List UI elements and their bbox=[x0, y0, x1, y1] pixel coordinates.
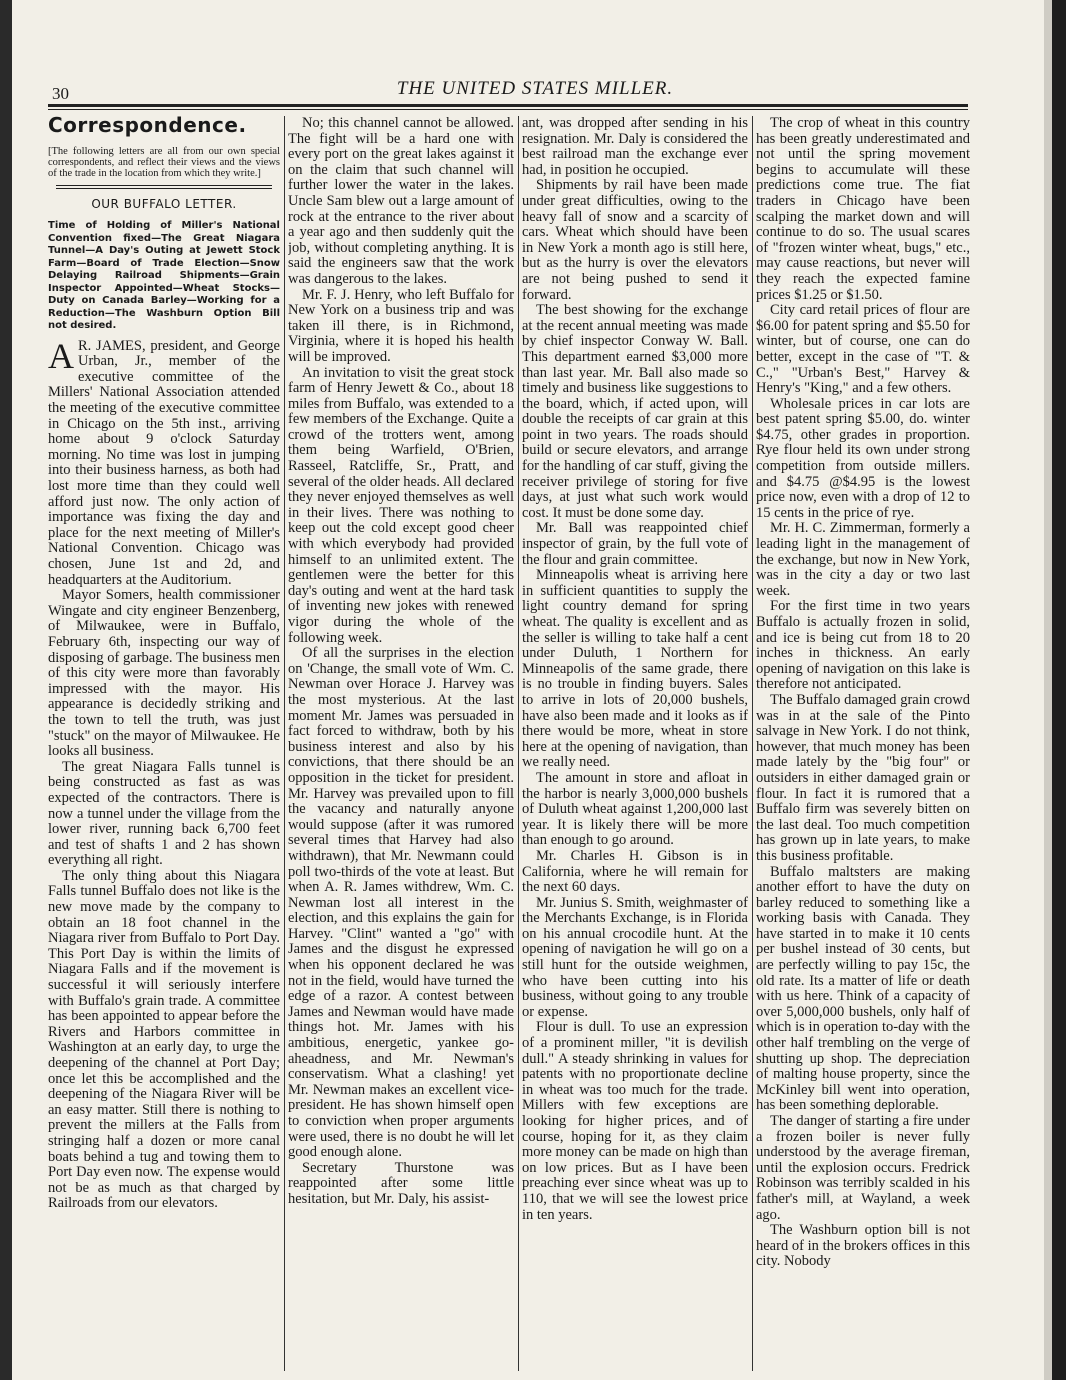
paragraph: An invitation to visit the great stock farm of Henry Jewett & Co., about 18 miles from Buffalo, was extended to a few members of the Exchange. Quite a crowd of the trotters went, among them being Warfield, O'Brien, Rasseel, Ratcliffe, Sr., Pratt, and several of the older heads. All declared they never enjoyed themselves as well in their lives. There was nothing to keep out the cold except good cheer with which everybody had provided himself to an unlimited extent. The gentlemen were the better for this day's outing and went at the hard task of inventing new jokes with renewed vigor during the whole of the following week. bbox=[288, 364, 514, 646]
paragraph: Buffalo maltsters are making another effort to have the duty on barley reduced to something like a working basis with Canada. They have started in to make it 10 cents per bushel instead of 30 cents, but are perfectly willing to pay 15c, the old rate. Its a matter of life or death with us here. Think of a capacity of over 5,000,000 bushels, only half of which is in operation to-day with the other half trembling on the verge of shutting up shop. The depreciation of malting house property, since the McKinley bill went into operation, has been something deplorable. bbox=[756, 863, 970, 1114]
paragraph: Secretary Thurstone was reappointed after some little hesitation, but Mr. Daly, his assist- bbox=[288, 1159, 514, 1207]
paragraph: Mayor Somers, health commissioner Wingate and city engineer Benzenberg, of Milwaukee, were in Buffalo, February 6th, inspecting our way of disposing of garbage. The business men of this city were more than favorably impressed with the mayor. His appearance is decidedly striking and the town to tell the truth, was just "stuck" on the mayor of Milwaukee. He looks all business. bbox=[48, 587, 280, 760]
paragraph: The Buffalo damaged grain crowd was in at the sale of the Pinto salvage in New York. I do not think, however, that much money has been made lately by the "big four" or outsiders in either damaged grain or flour. In fact it is rumored that a Buffalo firm was severely bitten on the last deal. Too much competition has grown up in late years, to make this business profitable. bbox=[756, 691, 970, 864]
scan-page-edge-right bbox=[1044, 0, 1052, 1380]
letter-heading: OUR BUFFALO LETTER. bbox=[91, 196, 237, 211]
column-rule bbox=[518, 116, 519, 1371]
section-divider bbox=[56, 185, 272, 189]
column-1 bbox=[48, 116, 280, 1371]
paragraph: Mr. Junius S. Smith, weighmaster of the Merchants Exchange, is in Florida on his annual crocodile hunt. At the opening of navigation he will go on a still hunt for the outside weighmen, who have been cutting into his business, without going to any trouble or expense. bbox=[522, 894, 748, 1020]
letter-summary: Time of Holding of Miller's National Convention fixed—The Great Niagara Tunnel—A Day's Outing at Jewett Stock Farm—Board of Trade Election—Snow Delaying Railroad Shipments—Grain Inspector Appointed—Wheat Stocks—Duty on Canada Barley—Working for a Reduction—The Washburn Option Bill not desired. bbox=[48, 220, 280, 332]
scan-border-left bbox=[0, 0, 12, 1380]
page-number: 30 bbox=[52, 84, 69, 103]
article-columns bbox=[48, 116, 970, 1371]
paragraph-text: R. JAMES, president, and George Urban, Jr., member of the executive committee of the Millers' National Association attended the meeting of the executive committee in Chicago on the 5th inst., arriving home about 9 o'clock Saturday morning. No time was lost in jumping into their business harness, as both had lost more time than they could well afford just now. The only action of importance was fixing the day and place for the next meeting of Miller's National Convention. Chicago was chosen, June 1st and 2d, and headquarters at the Auditorium. bbox=[48, 337, 280, 588]
paragraph: The only thing about this Niagara Falls tunnel Buffalo does not like is the new move made by the company to obtain an 18 foot channel in the Niagara river from Buffalo to Port Day. This Port Day is within the limits of Niagara Falls and if the movement is successful it will seriously interfere with Buffalo's grain trade. A committee has been appointed to appear before the Rivers and Harbors committee in Washington at an early day, to urge the deepening of the channel at Port Day; once let this be accomplished and the deepening of the Niagara River will be an easy matter. Still there is nothing to prevent the millers at the Falls from stringing half a dozen or more canal boats behind a tug and towing them to Port Day even now. The expense would not be as much as that charged by Railroads from our elevators. bbox=[48, 867, 280, 1212]
paragraph: Of all the surprises in the election on 'Change, the small vote of Wm. C. Newman over Horace J. Harvey was the most mysterious. At the last moment Mr. James was persuaded in fact forced to withdraw, both by his business interest and also by his convictions, that there should be an opposition in the ticket for president. Mr. Harvey was prevailed upon to fill the vacancy and naturally anyone would suppose (after it was rumored several times that Harvey had also withdrawn), that Mr. Newmann could poll two-thirds of the vote at least. But when A. R. James withdrew, Wm. C. Newman lost all interest in the election, and this explains the gain for Harvey. "Clint" wanted a "go" with James and the disgust he expressed when his opponent declared he was not in the field, would have turned the edge of a razor. A contest between James and Newman would have made things hot. Mr. James with his ambitious, energetic, yankee go-aheadness, and Mr. Newman's conservatism. What a clashing! yet Mr. Newman makes an excellent vice-president. He has shown himself open to conviction when proper arguments were used, there is no doubt he will let good enough alone. bbox=[288, 645, 514, 1161]
column-2 bbox=[288, 116, 514, 1371]
section-title: Correspondence. bbox=[48, 116, 247, 137]
column-4 bbox=[756, 116, 970, 1371]
header-rule-thin bbox=[48, 109, 968, 110]
paragraph bbox=[48, 335, 280, 589]
paragraph: No; this channel cannot be allowed. The fight will be a hard one with every port on the great lakes against it on the claim that such channel will further lower the water in the lakes. Uncle Sam blew out a large amount of rock at the entrance to the river about a year ago and then suddenly quit the job, without completing anything. It is said the engineers saw that the work was dangerous to the lakes. bbox=[288, 116, 514, 287]
paragraph: Wholesale prices in car lots are best patent spring $5.00, do. winter $4.75, other grades in proportion. Rye flour held its own under strong competition from outside millers. and $4.75 @$4.95 is the lowest price now, even with a drop of 12 to 15 cents in the price of rye. bbox=[756, 395, 970, 521]
column-3 bbox=[522, 116, 748, 1371]
paragraph: ant, was dropped after sending in his resignation. Mr. Daly is considered the best railroad man the exchange ever had, in position he occupied. bbox=[522, 116, 748, 178]
intro-note: [The following letters are all from our own special correspondents, and reflect their views and the views of the trade in the location from which they write.] bbox=[48, 145, 280, 179]
paragraph: Mr. Ball was reappointed chief inspector of grain, by the full vote of the flour and grain committee. bbox=[522, 520, 748, 568]
paragraph: For the first time in two years Buffalo is actually frozen in solid, and ice is being cut from 18 to 20 inches in thickness. An early opening of navigation on this lake is therefore not anticipated. bbox=[756, 598, 970, 693]
running-title: THE UNITED STATES MILLER. bbox=[396, 78, 674, 99]
paragraph: Shipments by rail have been made under great difficulties, owing to the heavy fall of snow and a scarcity of cars. Wheat which should have been in New York a month ago is still here, but as the hurry is over the elevators are not being pushed to send it forward. bbox=[522, 177, 748, 303]
paragraph: The Washburn option bill is not heard of in the brokers offices in this city. Nobody bbox=[756, 1222, 970, 1270]
paragraph: Mr. H. C. Zimmerman, formerly a leading light in the management of the exchange, but now in New York, was in the city a day or two last week. bbox=[756, 520, 970, 599]
paragraph: Mr. Charles H. Gibson is in California, where he will remain for the next 60 days. bbox=[522, 847, 748, 896]
paragraph: The great Niagara Falls tunnel is being constructed as fast as was expected of the contractors. There is now a tunnel under the village from the lower river, running back 6,700 feet and test of shafts 1 and 2 has shown everything all right. bbox=[48, 758, 280, 869]
paragraph: City card retail prices of flour are $6.00 for patent spring and $5.50 for winter, but of course, one can do better, except in the case of "T. & C.," "Urban's Best," Harvey & Henry's "King," and a few others. bbox=[756, 302, 970, 397]
paragraph: Flour is dull. To use an expression of a prominent miller, "it is devilish dull." A steady shrinking in values for patents with no proportionate decline in wheat was too much for the trade. Millers with few exceptions are looking for higher prices, and of course, hoping for it, as they claim more money can be made on high than on low prices. But as I have been preaching ever since wheat was up to 110, that we will see the lowest price in ten years. bbox=[522, 1019, 748, 1223]
scan-border-right bbox=[1052, 0, 1066, 1380]
drop-cap: A bbox=[48, 335, 74, 376]
column-rule bbox=[284, 116, 285, 1371]
paragraph: Mr. F. J. Henry, who left Buffalo for New York on a business trip and was taken ill there, is in Richmond, Virginia, where it is hoped his health will be improved. bbox=[288, 286, 514, 365]
paragraph: The best showing for the exchange at the recent annual meeting was made by chief inspector Conway W. Ball. This department earned $3,000 more than last year. Mr. Ball also made so timely and business like suggestions to the board, which, if acted upon, will double the receipts of car grain at this point in two years. The roads should build or secure elevators, and arrange for the handling of car stuff, giving the receiver privilege of storing for five days, at just what such work would cost. It must be done some day. bbox=[522, 302, 748, 521]
paragraph: The crop of wheat in this country has been greatly underestimated and not until the spring movement begins to accumulate will these predictions come true. The fiat traders in Chicago have been scalping the market down and will continue to do so. The usual scares of "frozen winter wheat, bugs," etc., may cause reactions, but never will they reach the expected famine prices $1.25 or $1.50. bbox=[756, 116, 970, 303]
header-rule bbox=[48, 104, 968, 107]
paragraph: The danger of starting a fire under a frozen boiler is never fully understood by the average fireman, until the explosion occurs. Fredrick Robinson was terribly scalded in his father's mill, at Wayland, a week ago. bbox=[756, 1113, 970, 1223]
column-rule bbox=[752, 116, 753, 1371]
paragraph: Minneapolis wheat is arriving here in sufficient quantities to supply the light country demand for spring wheat. The quality is excellent and as the seller is willing to take half a cent under Duluth, 1 Northern for Minneapolis of the same grade, there is no trouble in finding buyers. Sales to arrive in lots of 20,000 bushels, have also been made and it looks as if there would be more, wheat in store here at the opening of navigation, than we really need. bbox=[522, 567, 748, 771]
paragraph: The amount in store and afloat in the harbor is nearly 3,000,000 bushels of Duluth wheat against 1,200,000 last year. It is likely there will be more than enough to go around. bbox=[522, 769, 748, 849]
